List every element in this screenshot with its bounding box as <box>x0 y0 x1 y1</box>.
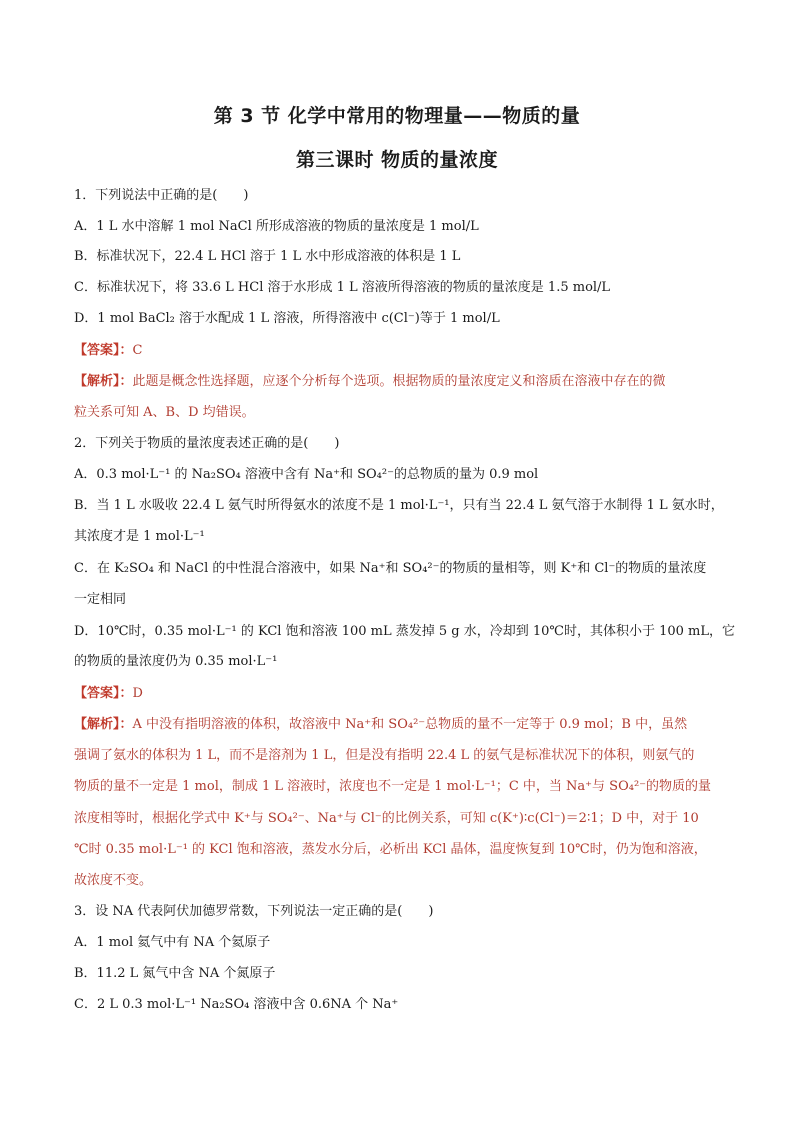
q2-analysis-line: 故浓度不变。 <box>74 873 153 888</box>
q3-stem: 3．设 NA 代表阿伏加德罗常数，下列说法一定正确的是( ) <box>74 904 434 919</box>
q2-analysis-line: ℃时 0.35 mol·L⁻¹ 的 KCl 饱和溶液，蒸发水分后，必析出 KCl 晶体，温度恢复到 10℃时，仍为饱和溶液， <box>74 842 707 857</box>
q1-option-a: A．1 L 水中溶解 1 mol NaCl 所形成溶液的物质的量浓度是 1 mol/L <box>74 219 479 234</box>
q1-analysis-line: 粒关系可知 A、B、D 均错误。 <box>74 405 255 420</box>
analysis-label: 【解析】： <box>74 374 133 389</box>
analysis-text: 此题是概念性选择题，应逐个分析每个选项。根据物质的量浓度定义和溶质在溶液中存在的微 <box>132 374 666 389</box>
q1-option-d: D．1 mol BaCl₂ 溶于水配成 1 L 溶液，所得溶液中 c(Cl⁻)等于 1 mol/L <box>74 311 500 326</box>
answer-value: C <box>132 343 143 358</box>
q2-option-c-cont: 一定相同 <box>74 592 127 607</box>
q2-analysis-line <box>74 716 687 734</box>
q1-option-b: B．标准状况下，22.4 L HCl 溶于 1 L 水中形成溶液的体积是 1 L <box>74 249 461 264</box>
answer-label: 【答案】： <box>74 343 133 358</box>
analysis-label: 【解析】： <box>74 717 133 732</box>
q2-option-b: B．当 1 L 水吸收 22.4 L 氨气时所得氨水的浓度不是 1 mol·L⁻¹，只有当 22.4 L 氨气溶于水制得 1 L 氨水时， <box>74 498 724 513</box>
q2-option-a: A．0.3 mol·L⁻¹ 的 Na₂SO₄ 溶液中含有 Na⁺和 SO₄²⁻的总物质的量为 0.9 mol <box>74 467 539 482</box>
page-title: 第 3 节 化学中常用的物理量——物质的量 <box>213 105 581 127</box>
q1-option-c: C．标准状况下，将 33.6 L HCl 溶于水形成 1 L 溶液所得溶液的物质的量浓度是 1.5 mol/L <box>74 280 611 295</box>
q1-analysis-line <box>74 373 666 391</box>
q2-analysis-line: 物质的量不一定是 1 mol，制成 1 L 溶液时，浓度也不一定是 1 mol·L⁻¹；C 中，当 Na⁺与 SO₄²⁻的物质的量 <box>74 779 712 794</box>
q2-stem: 2．下列关于物质的量浓度表述正确的是( ) <box>74 436 340 451</box>
q2-answer <box>74 685 143 703</box>
q3-option-b: B．11.2 L 氮气中含 NA 个氮原子 <box>74 966 276 981</box>
q2-analysis-line: 浓度相等时，根据化学式中 K⁺与 SO₄²⁻、Na⁺与 Cl⁻的比例关系，可知 c(K⁺)∶c(Cl⁻)＝2∶1；D 中，对于 10 <box>74 811 699 826</box>
q2-option-d: D．10℃时，0.35 mol·L⁻¹ 的 KCl 饱和溶液 100 mL 蒸发掉 5 g 水，冷却到 10℃时，其体积小于 100 mL，它 <box>74 624 736 639</box>
q1-stem: 1．下列说法中正确的是( ) <box>74 188 249 203</box>
q1-answer <box>74 342 142 360</box>
q2-option-c: C．在 K₂SO₄ 和 NaCl 的中性混合溶液中，如果 Na⁺和 SO₄²⁻的物质的量相等，则 K⁺和 Cl⁻的物质的量浓度 <box>74 561 707 576</box>
q2-analysis-line: 强调了氨水的体积为 1 L，而不是溶剂为 1 L，但是没有指明 22.4 L 的氨气是标准状况下的体积，则氨气的 <box>74 748 695 763</box>
q2-option-b-cont: 其浓度才是 1 mol·L⁻¹ <box>74 529 205 544</box>
q3-option-a: A．1 mol 氦气中有 NA 个氦原子 <box>74 935 271 950</box>
analysis-text: A 中没有指明溶液的体积，故溶液中 Na⁺和 SO₄²⁻总物质的量不一定等于 0.9 mol；B 中，虽然 <box>132 717 688 732</box>
answer-value: D <box>132 686 143 701</box>
q3-option-c: C．2 L 0.3 mol·L⁻¹ Na₂SO₄ 溶液中含 0.6NA 个 Na⁺ <box>74 997 399 1012</box>
page-subtitle: 第三课时 物质的量浓度 <box>295 149 499 171</box>
q2-option-d-cont: 的物质的量浓度仍为 0.35 mol·L⁻¹ <box>74 654 278 669</box>
answer-label: 【答案】： <box>74 686 133 701</box>
